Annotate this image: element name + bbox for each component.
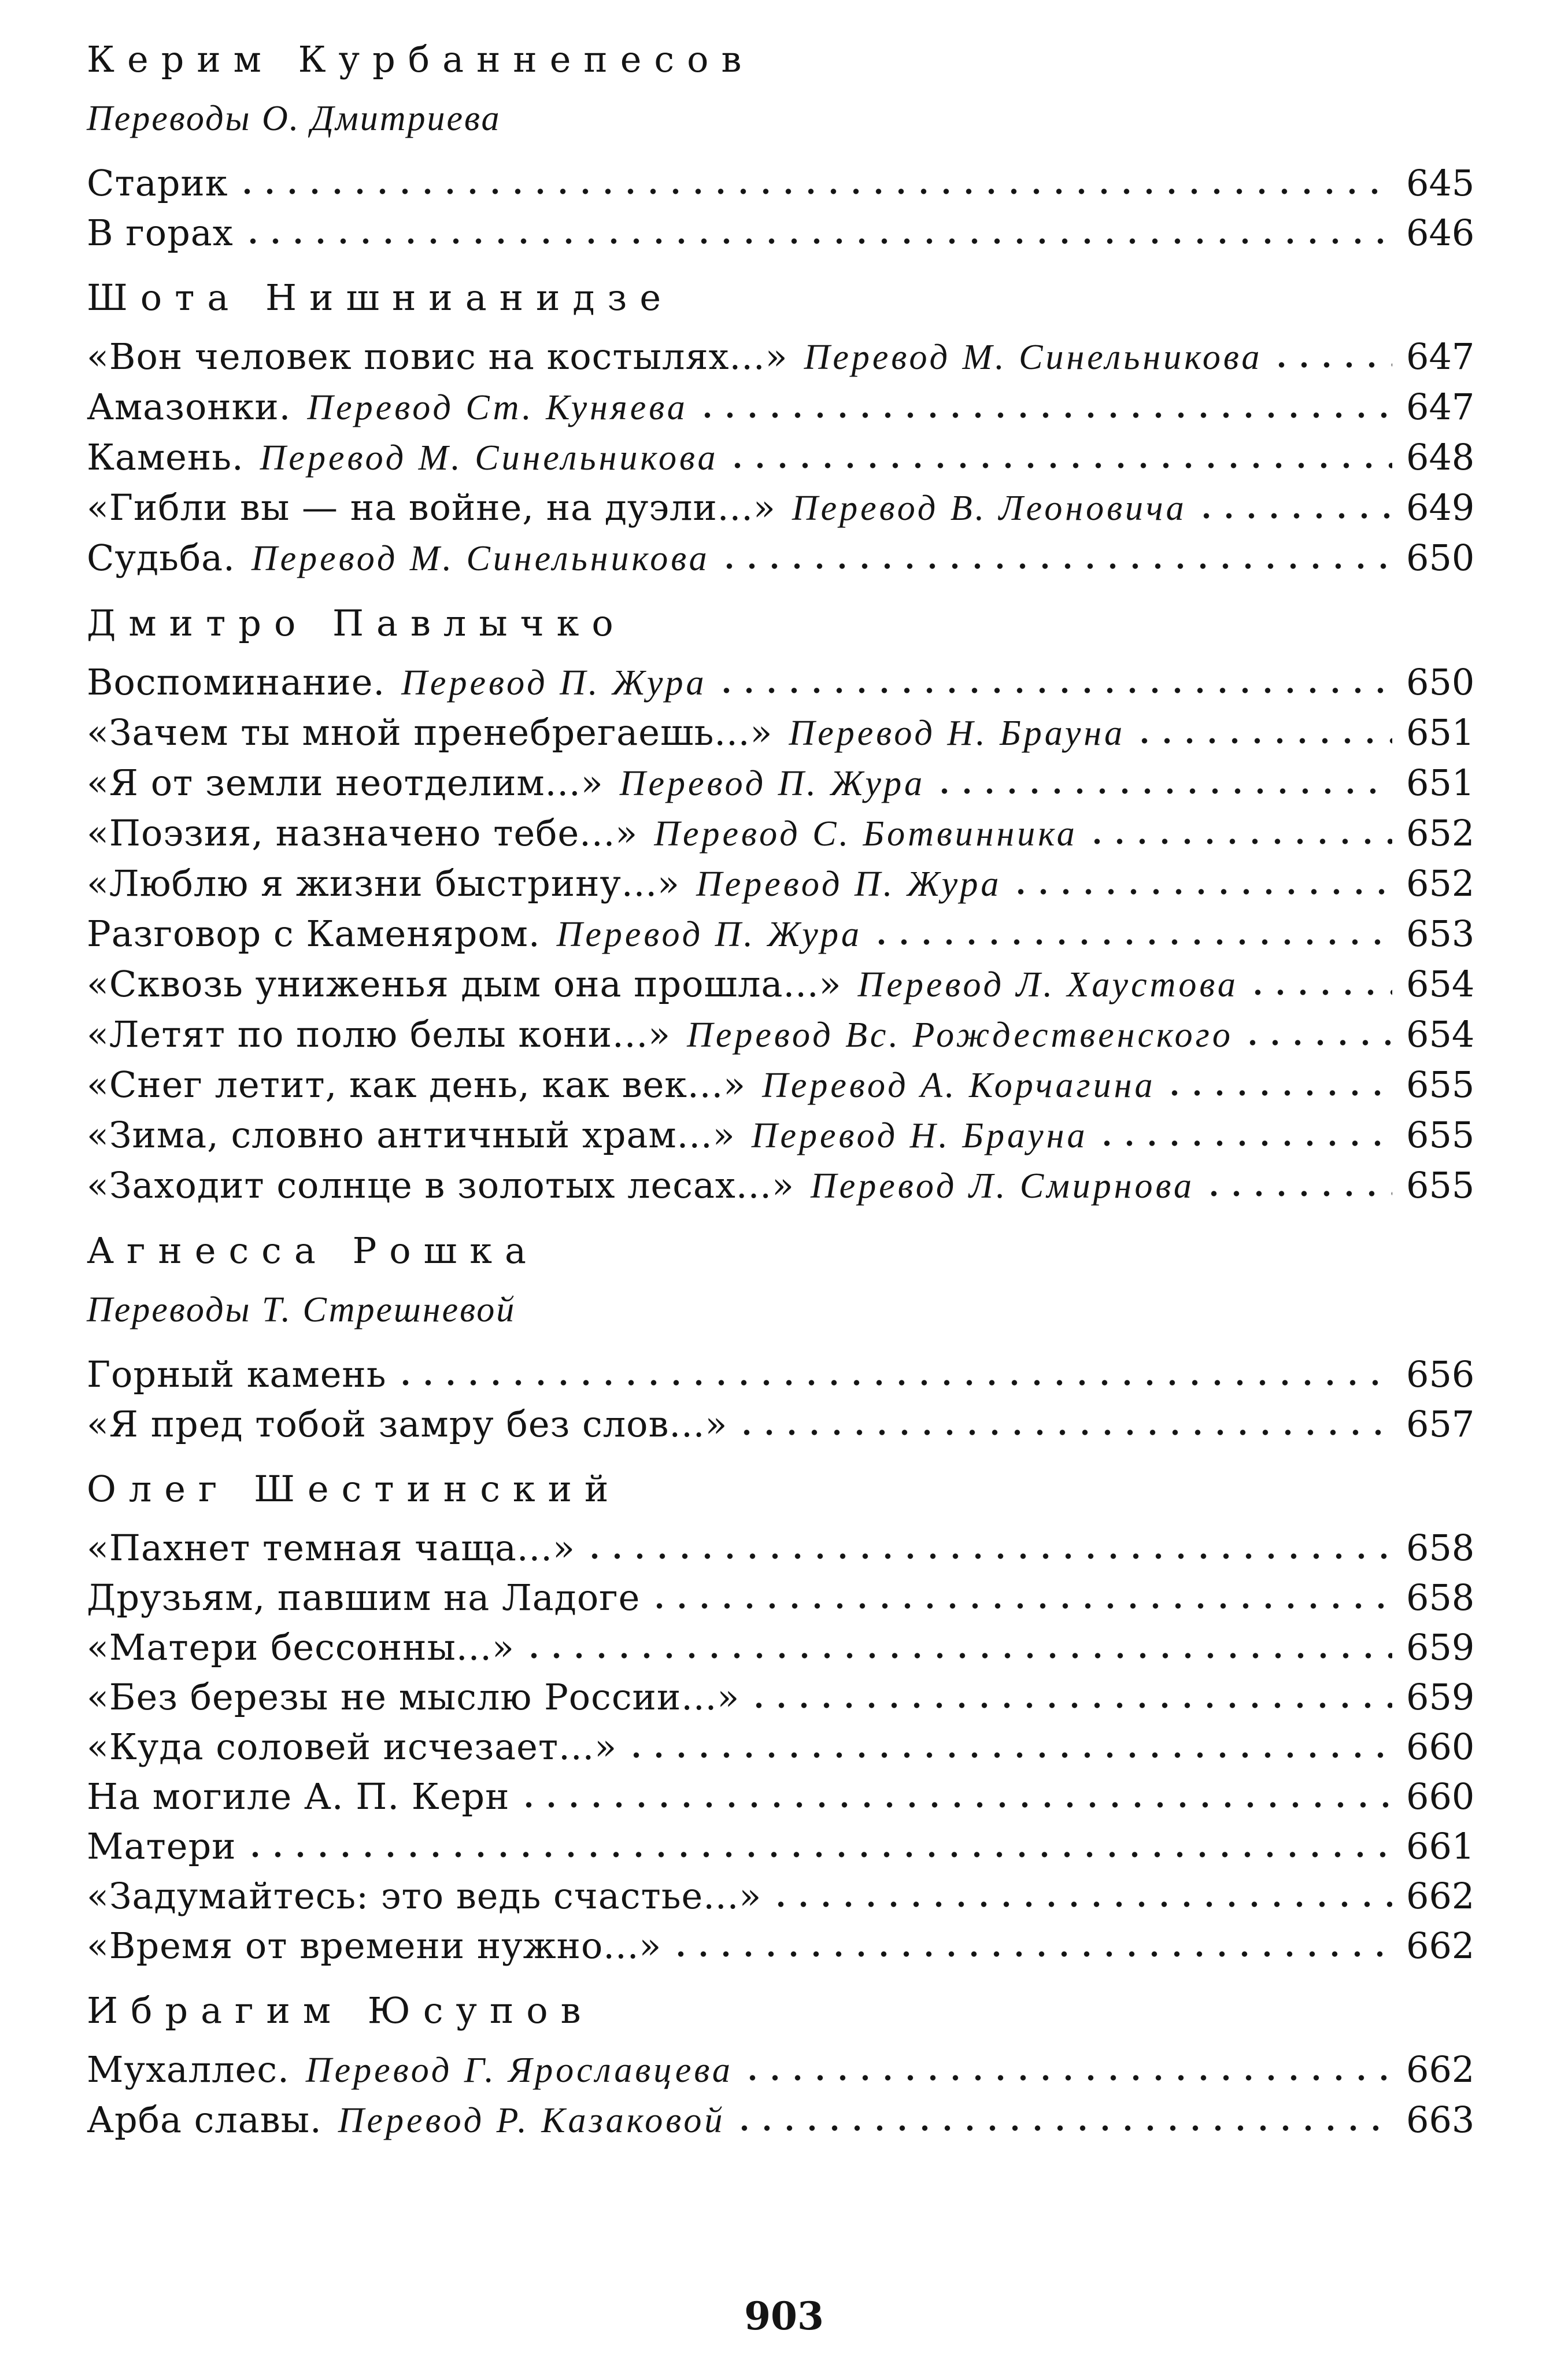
entry-page-number: 650	[1406, 661, 1475, 703]
dot-leader	[517, 1774, 1392, 1809]
entry-translator: Перевод Вс. Рождественского	[687, 1015, 1233, 1055]
dot-leader	[1163, 1062, 1392, 1097]
toc-entry	[87, 1060, 1474, 1110]
entry-page-number: 645	[1406, 162, 1475, 204]
entry-title: «Зачем ты мной пренебрегаешь...»	[87, 711, 773, 754]
entry-translator: Перевод М. Синельникова	[804, 338, 1263, 377]
dot-leader	[770, 1874, 1392, 1908]
entry-title: Амазонки.	[87, 386, 291, 428]
entry-translator: Перевод В. Леоновича	[792, 489, 1187, 528]
author-name: Агнесса Рошка	[87, 1229, 539, 1272]
entry-list	[87, 1350, 1474, 1449]
dot-leader	[741, 2047, 1392, 2082]
entry-page-number: 654	[1406, 963, 1475, 1005]
dot-leader	[735, 1402, 1392, 1436]
entry-translator: Перевод Л. Смирнова	[810, 1166, 1195, 1206]
toc-entry	[87, 758, 1474, 808]
toc-entry	[87, 959, 1474, 1010]
table-of-contents	[87, 35, 1474, 2161]
section-translator: Переводы Т. Стрешневой	[87, 1290, 516, 1329]
entry-translator: Перевод Г. Ярославцева	[305, 2051, 733, 2090]
dot-leader	[1247, 962, 1392, 996]
entry-page-number: 658	[1406, 1576, 1475, 1619]
toc-entry	[87, 1871, 1474, 1921]
entry-title: «Вон человек повис на костылях...»	[87, 335, 788, 378]
toc-entry	[87, 1822, 1474, 1871]
entry-title: Старик	[87, 162, 228, 204]
toc-entry	[87, 1010, 1474, 1060]
author-name: Олег Шестинский	[87, 1468, 622, 1510]
entry-title: «Летят по полю белы кони...»	[87, 1013, 671, 1055]
toc-entry	[87, 1110, 1474, 1161]
dot-leader	[1203, 1163, 1392, 1198]
entry-title: «Задумайтесь: это ведь счастье...»	[87, 1875, 762, 1917]
entry-page-number: 653	[1406, 913, 1475, 955]
toc-entry	[87, 1722, 1474, 1772]
entry-translator: Перевод Ст. Куняева	[307, 388, 688, 427]
dot-leader	[1241, 1012, 1392, 1047]
toc-section	[87, 273, 1474, 583]
entry-page-number: 656	[1406, 1353, 1475, 1395]
entry-title: Мухаллес.	[87, 2048, 290, 2091]
dot-leader	[648, 1575, 1392, 1610]
toc-entry	[87, 808, 1474, 859]
entry-translator: Перевод П. Жура	[619, 764, 926, 803]
entry-list	[87, 2045, 1474, 2145]
dot-leader	[583, 1526, 1392, 1560]
toc-entry	[87, 909, 1474, 959]
toc-entry	[87, 2095, 1474, 2145]
entry-translator: Перевод П. Жура	[401, 663, 707, 703]
entry-translator: Перевод П. Жура	[696, 865, 1002, 904]
dot-leader	[726, 435, 1392, 470]
entry-translator: Перевод А. Корчагина	[762, 1066, 1156, 1105]
author-name: Шота Нишнианидзе	[87, 276, 674, 319]
entry-page-number: 655	[1406, 1114, 1475, 1156]
entry-title: Судьба.	[87, 537, 235, 579]
entry-page-number: 652	[1406, 812, 1475, 854]
author-name: Керим Курбаннепесов	[87, 38, 755, 80]
toc-section	[87, 1986, 1474, 2145]
entry-translator: Перевод Р. Казаковой	[338, 2101, 726, 2140]
entry-page-number: 662	[1406, 1925, 1475, 1967]
entry-title: «Сквозь униженья дым она прошла...»	[87, 963, 842, 1005]
entry-title: Разговор с Каменяром.	[87, 913, 541, 955]
entry-title: Матери	[87, 1825, 236, 1867]
toc-entry	[87, 332, 1474, 382]
toc-entry	[87, 158, 1474, 208]
entry-page-number: 654	[1406, 1013, 1475, 1055]
dot-leader	[625, 1724, 1392, 1759]
entry-title: «Заходит солнце в золотых лесах...»	[87, 1164, 794, 1206]
toc-entry	[87, 1399, 1474, 1449]
entry-page-number: 659	[1406, 1626, 1475, 1668]
toc-entry	[87, 208, 1474, 258]
dot-leader	[670, 1923, 1392, 1958]
dot-leader	[748, 1675, 1392, 1709]
dot-leader	[715, 660, 1392, 695]
entry-title: Друзьям, павшим на Ладоге	[87, 1576, 641, 1619]
toc-section	[87, 1226, 1474, 1449]
entry-page-number: 655	[1406, 1164, 1475, 1206]
entry-translator: Перевод Н. Брауна	[751, 1116, 1088, 1155]
dot-leader	[733, 2097, 1392, 2132]
dot-leader	[718, 535, 1392, 570]
toc-section	[87, 35, 1474, 258]
entry-title: «Без березы не мыслю России...»	[87, 1676, 740, 1718]
entry-translator: Перевод Н. Брауна	[789, 714, 1126, 753]
entry-title: «Снег летит, как день, как век...»	[87, 1063, 746, 1106]
entry-page-number: 650	[1406, 537, 1475, 579]
dot-leader	[244, 1824, 1392, 1859]
author-name: Дмитро Павлычко	[87, 602, 626, 644]
entry-page-number: 647	[1406, 386, 1475, 428]
dot-leader	[1133, 710, 1392, 745]
entry-page-number: 660	[1406, 1726, 1475, 1768]
entry-list	[87, 158, 1474, 258]
entry-list	[87, 658, 1474, 1211]
entry-page-number: 659	[1406, 1676, 1475, 1718]
toc-entry	[87, 483, 1474, 533]
toc-entry	[87, 1161, 1474, 1211]
dot-leader	[1009, 861, 1392, 896]
dot-leader	[523, 1625, 1392, 1660]
entry-title: «Я от земли неотделим...»	[87, 762, 604, 804]
toc-section	[87, 1464, 1474, 1971]
entry-page-number: 662	[1406, 1875, 1475, 1917]
dot-leader	[696, 385, 1392, 419]
toc-section	[87, 599, 1474, 1211]
entry-page-number: 655	[1406, 1063, 1475, 1106]
toc-entry	[87, 533, 1474, 583]
dot-leader	[1096, 1113, 1392, 1147]
author-name: Ибрагим Юсупов	[87, 1989, 594, 2032]
entry-page-number: 651	[1406, 711, 1475, 754]
entry-translator: Перевод С. Ботвинника	[654, 814, 1078, 854]
entry-page-number: 647	[1406, 335, 1475, 378]
entry-title: «Поэзия, назначено тебе...»	[87, 812, 638, 854]
entry-translator: Перевод М. Синельникова	[260, 438, 719, 478]
entry-title: Арба славы.	[87, 2099, 322, 2141]
entry-title: Горный камень	[87, 1353, 387, 1395]
dot-leader	[933, 760, 1392, 795]
entry-page-number: 662	[1406, 2048, 1475, 2091]
entry-title: «Пахнет темная чаща...»	[87, 1527, 575, 1569]
toc-entry	[87, 1573, 1474, 1623]
dot-leader	[1195, 485, 1392, 520]
toc-entry	[87, 1350, 1474, 1399]
dot-leader	[1086, 811, 1392, 845]
toc-entry	[87, 1772, 1474, 1822]
entry-title: «Люблю я жизни быстрину...»	[87, 862, 680, 904]
entry-page-number: 663	[1406, 2099, 1475, 2141]
entry-page-number: 660	[1406, 1775, 1475, 1818]
toc-entry	[87, 1523, 1474, 1573]
toc-entry	[87, 859, 1474, 909]
entry-page-number: 651	[1406, 762, 1475, 804]
dot-leader	[1270, 334, 1392, 369]
entry-translator: Перевод Л. Хаустова	[857, 965, 1238, 1004]
toc-entry	[87, 1672, 1474, 1722]
entry-list	[87, 332, 1474, 583]
toc-entry	[87, 708, 1474, 758]
entry-page-number: 658	[1406, 1527, 1475, 1569]
entry-title: «Куда соловей исчезает...»	[87, 1726, 617, 1768]
entry-page-number: 652	[1406, 862, 1475, 904]
entry-title: На могиле А. П. Керн	[87, 1775, 510, 1818]
toc-entry	[87, 658, 1474, 708]
toc-entry	[87, 382, 1474, 433]
toc-entry	[87, 433, 1474, 483]
entry-title: «Матери бессонны...»	[87, 1626, 515, 1668]
entry-title: Камень.	[87, 436, 244, 478]
entry-title: В горах	[87, 212, 234, 254]
entry-translator: Перевод М. Синельникова	[251, 539, 710, 578]
entry-translator: Перевод П. Жура	[556, 915, 862, 954]
entry-title: «Время от времени нужно...»	[87, 1925, 662, 1967]
entry-page-number: 648	[1406, 436, 1475, 478]
entry-title: «Гибли вы — на войне, на дуэли...»	[87, 486, 776, 529]
entry-title: «Я пред тобой замру без слов...»	[87, 1403, 728, 1445]
section-translator: Переводы О. Дмитриева	[87, 99, 501, 138]
toc-entry	[87, 1623, 1474, 1672]
entry-page-number: 649	[1406, 486, 1475, 529]
entry-title: Воспоминание.	[87, 661, 386, 703]
entry-page-number: 646	[1406, 212, 1475, 254]
dot-leader	[870, 911, 1392, 946]
dot-leader	[394, 1352, 1392, 1387]
dot-leader	[242, 210, 1392, 245]
entry-list	[87, 1523, 1474, 1971]
entry-page-number: 661	[1406, 1825, 1475, 1867]
page-number: 903	[744, 2294, 824, 2339]
toc-entry	[87, 2045, 1474, 2095]
entry-title: «Зима, словно античный храм...»	[87, 1114, 735, 1156]
entry-page-number: 657	[1406, 1403, 1475, 1445]
toc-entry	[87, 1921, 1474, 1971]
dot-leader	[236, 161, 1392, 195]
